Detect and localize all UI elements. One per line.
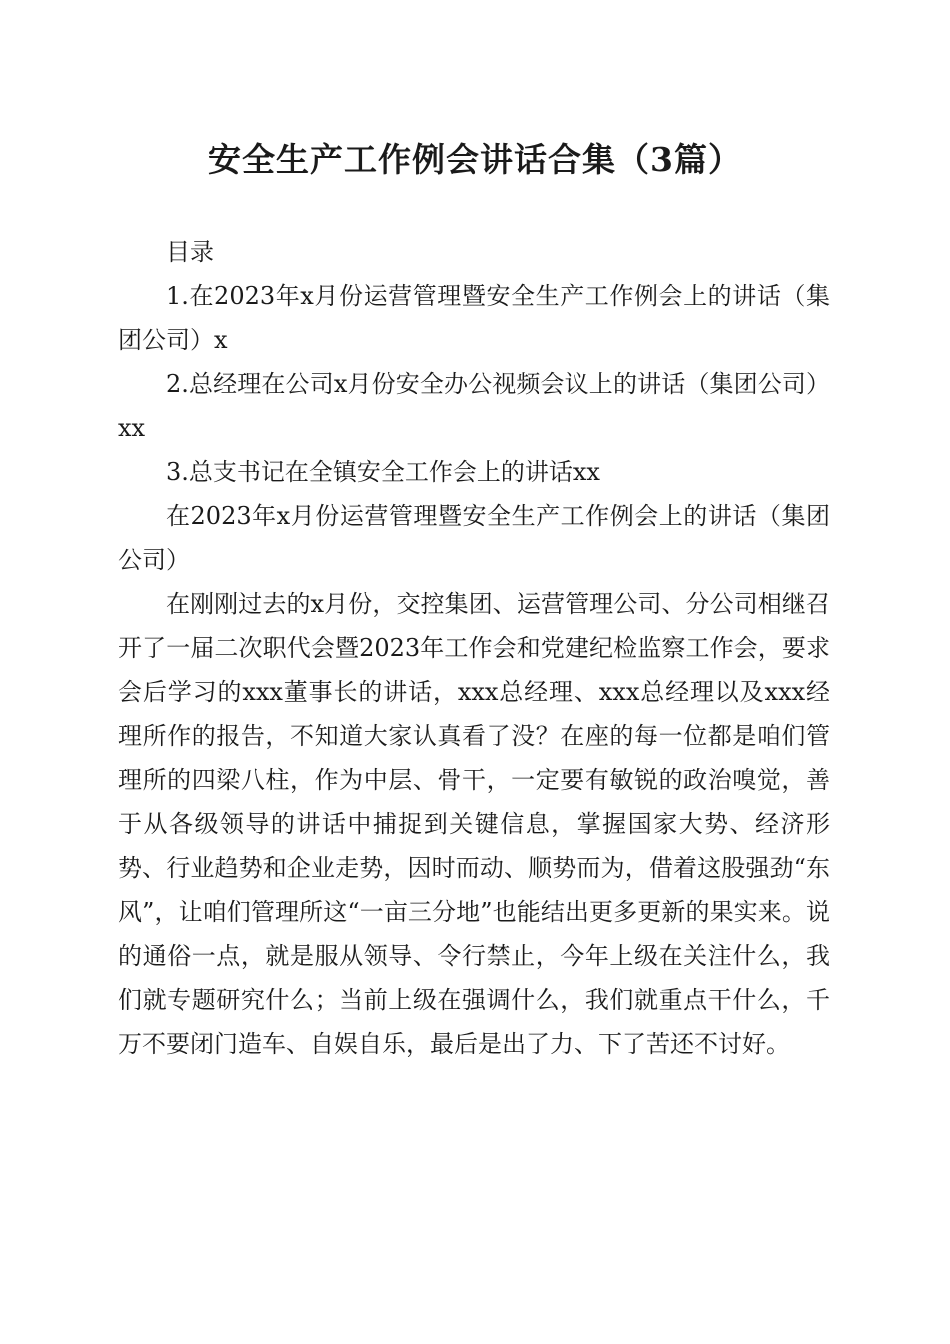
body-paragraph: 在刚刚过去的x月份，交控集团、运营管理公司、分公司相继召开了一届二次职代会暨2023年工作会和党建纪检监察工作会，要求会后学习的xxx董事长的讲话，xxx总经理、xxx总经理以及xxx经理所作的报告，不知道大家认真看了没？在座的每一位都是咱们管理所的四梁八柱，作为中层、骨干，一定要有敏锐的政治嗅觉，善于从各级领导的讲话中捕捉到关键信息，掌握国家大势、经济形势、行业趋势和企业走势，因时而动、顺势而为，借着这股强劲“东风”，让咱们管理所这“一亩三分地”也能结出更多更新的果实来。说的通俗一点，就是服从领导、令行禁止，今年上级在关注什么，我们就专题研究什么；当前上级在强调什么，我们就重点干什么，千万不要闭门造车、自娱自乐，最后是出了力、下了苦还不讨好。 — [118, 590, 830, 1058]
toc-item-3: 3.总支书记在全镇安全工作会上的讲话xx — [166, 458, 600, 486]
toc-item-2: 2.总经理在公司x月份安全办公视频会议上的讲话（集团公司）xx — [118, 370, 830, 442]
toc-heading: 目录 — [166, 238, 214, 266]
document-title: 安全生产工作例会讲话合集（3篇） — [208, 140, 742, 179]
toc-item-1: 1.在2023年x月份运营管理暨安全生产工作例会上的讲话（集团公司）x — [118, 282, 830, 354]
section-title: 在2023年x月份运营管理暨安全生产工作例会上的讲话（集团公司） — [118, 502, 830, 574]
document-body — [118, 230, 830, 1066]
